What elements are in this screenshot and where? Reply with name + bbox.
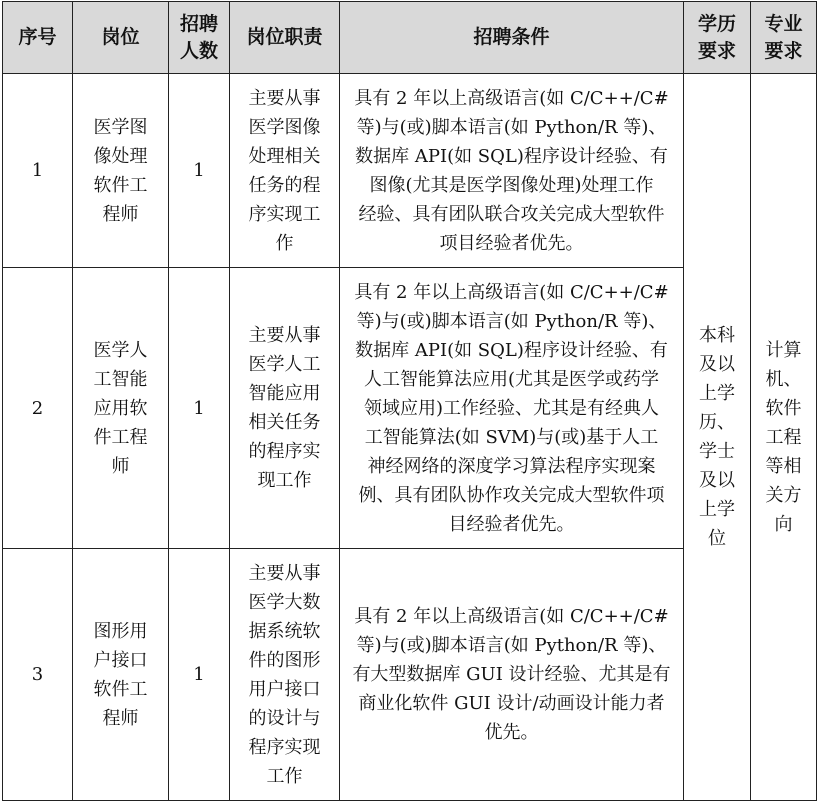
header-requirement: 招聘条件 <box>340 2 684 74</box>
header-position: 岗位 <box>73 2 169 74</box>
cell-duty: 主要从事 医学大数 据系统软 件的图形 用户接口 的设计与 程序实现 工作 <box>230 549 340 801</box>
cell-position: 医学图 像处理 软件工 程师 <box>73 74 169 268</box>
cell-duty: 主要从事 医学图像 处理相关 任务的程 序实现工 作 <box>230 74 340 268</box>
cell-no: 3 <box>3 549 73 801</box>
cell-count: 1 <box>169 268 230 549</box>
cell-requirement: 具有 2 年以上高级语言(如 C/C++/C# 等)与(或)脚本语言(如 Python/R 等)、 有大型数据库 GUI 设计经验、尤其是有 商业化软件 GUI 设计/动画设计能力者 优先。 <box>340 549 684 801</box>
cell-no: 1 <box>3 74 73 268</box>
cell-requirement: 具有 2 年以上高级语言(如 C/C++/C# 等)与(或)脚本语言(如 Python/R 等)、 数据库 API(如 SQL)程序设计经验、有 人工智能算法应用(尤其是医学或药学 领域应用)工作经验、尤其是有经典人 工智能算法(如 SVM)与(或)基于人工 神经网络的深度学习算法程序实现案 例、具有团队协作攻关完成大型软件项 目经验者优先。 <box>340 268 684 549</box>
cell-duty: 主要从事 医学人工 智能应用 相关任务 的程序实 现工作 <box>230 268 340 549</box>
cell-position: 医学人 工智能 应用软 件工程 师 <box>73 268 169 549</box>
header-duty: 岗位职责 <box>230 2 340 74</box>
cell-major: 计算 机、 软件 工程 等相 关方 向 <box>751 74 817 801</box>
cell-no: 2 <box>3 268 73 549</box>
table-row <box>3 74 817 268</box>
cell-education: 本科 及以 上学 历、 学士 及以 上学 位 <box>684 74 751 801</box>
cell-count: 1 <box>169 74 230 268</box>
header-major: 专业 要求 <box>751 2 817 74</box>
header-education: 学历 要求 <box>684 2 751 74</box>
recruitment-table <box>2 1 817 801</box>
header-count: 招聘 人数 <box>169 2 230 74</box>
table-header-row <box>3 2 817 74</box>
cell-position: 图形用 户接口 软件工 程师 <box>73 549 169 801</box>
cell-requirement: 具有 2 年以上高级语言(如 C/C++/C# 等)与(或)脚本语言(如 Python/R 等)、 数据库 API(如 SQL)程序设计经验、有 图像(尤其是医学图像处理)处理工作 经验、具有团队联合攻关完成大型软件 项目经验者优先。 <box>340 74 684 268</box>
cell-count: 1 <box>169 549 230 801</box>
header-no: 序号 <box>3 2 73 74</box>
